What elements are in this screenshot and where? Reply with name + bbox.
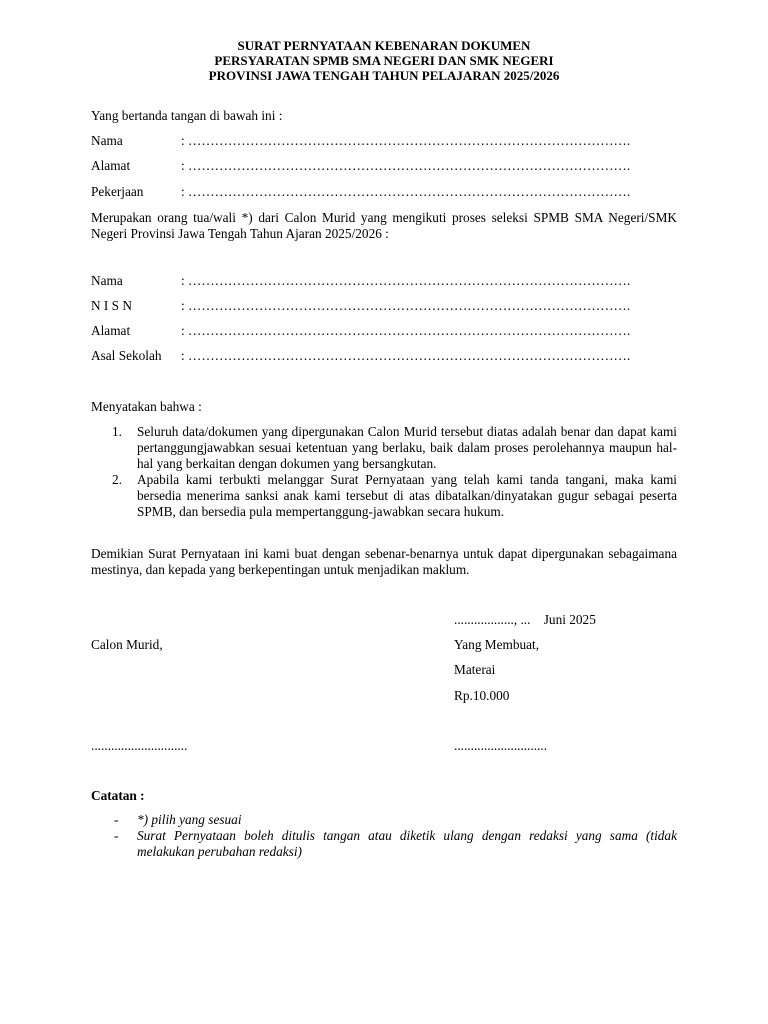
list-item (91, 424, 677, 472)
list-item-number: 2. (112, 472, 122, 487)
signature-date: .................., ... Juni 2025 (454, 612, 596, 627)
right-signature-line: ............................ (454, 738, 548, 753)
parent-job-label: Pekerjaan (91, 184, 144, 199)
note-text: Surat Pernyataan boleh ditulis tangan atau diketik ulang dengan redaksi yang sama (tidak melakukan perubahan redaksi) (137, 828, 677, 859)
notes-heading: Catatan : (91, 788, 145, 803)
list-item (91, 472, 677, 520)
student-address-label: Alamat (91, 323, 131, 338)
student-nisn-label: N I S N (91, 298, 133, 313)
student-school-dots: : ………………………………………………………………………………………. (181, 348, 631, 363)
title-line-3: PROVINSI JAWA TENGAH TAHUN PELAJARAN 2025/2026 (208, 68, 560, 83)
student-name-dots: : ………………………………………………………………………………………. (181, 273, 631, 288)
note-text: *) pilih yang sesuai (137, 812, 242, 827)
student-school-label: Asal Sekolah (91, 348, 162, 363)
list-item-text: Apabila kami terbukti melanggar Surat Pernyataan yang telah kami tanda tangani, maka kami bersedia menerima sanksi anak kami tersebut di atas dibatalkan/dinyatakan gugur sebagai peserta SPMB, dan bersedia pula mempertanggung-jawabkan secara hukum. (137, 472, 677, 519)
parent-name-dots: : ………………………………………………………………………………………. (181, 133, 631, 148)
list-item (91, 812, 677, 828)
document-title (91, 38, 677, 83)
materai-amount: Rp.10.000 (454, 688, 510, 703)
left-signer-label: Calon Murid, (91, 637, 163, 652)
title-line-2: PERSYARATAN SPMB SMA NEGERI DAN SMK NEGERI (214, 53, 554, 68)
list-item (91, 828, 677, 860)
student-nisn-dots: : ………………………………………………………………………………………. (181, 298, 631, 313)
student-name-label: Nama (91, 273, 123, 288)
student-address-dots: : ………………………………………………………………………………………. (181, 323, 631, 338)
note-dash: - (114, 812, 119, 827)
declaration-list (91, 424, 677, 520)
closing-text: Demikian Surat Pernyataan ini kami buat dengan sebenar-benarnya untuk dapat dipergunakan sebagaimana mestinya, dan kepada yang berkepentingan untuk menjadikan maklum. (91, 546, 677, 577)
parent-address-label: Alamat (91, 158, 131, 173)
declare-text: Menyatakan bahwa : (91, 399, 202, 414)
parent-address-dots: : ………………………………………………………………………………………. (181, 158, 631, 173)
parent-name-label: Nama (91, 133, 123, 148)
parent-job-dots: : ………………………………………………………………………………………. (181, 184, 631, 199)
right-signer-label: Yang Membuat, (454, 637, 540, 652)
notes-list (91, 812, 677, 860)
left-signature-line: ............................. (91, 738, 188, 753)
title-line-1: SURAT PERNYATAAN KEBENARAN DOKUMEN (237, 38, 531, 53)
list-item-number: 1. (112, 424, 122, 439)
materai-label: Materai (454, 662, 496, 677)
list-item-text: Seluruh data/dokumen yang dipergunakan Calon Murid tersebut diatas adalah benar dan dapat kami pertanggungjawabkan sesuai ketentuan yang berlaku, baik dalam proses perolehannya maupun hal-hal yang berkaitan dengan dokumen yang bersangkutan. (137, 424, 677, 471)
note-dash: - (114, 828, 119, 843)
statement-intro: Merupakan orang tua/wali *) dari Calon Murid yang mengikuti proses seleksi SPMB SMA Negeri/SMK Negeri Provinsi Jawa Tengah Tahun Ajaran 2025/2026 : (91, 210, 677, 241)
intro-text: Yang bertanda tangan di bawah ini : (91, 108, 283, 123)
